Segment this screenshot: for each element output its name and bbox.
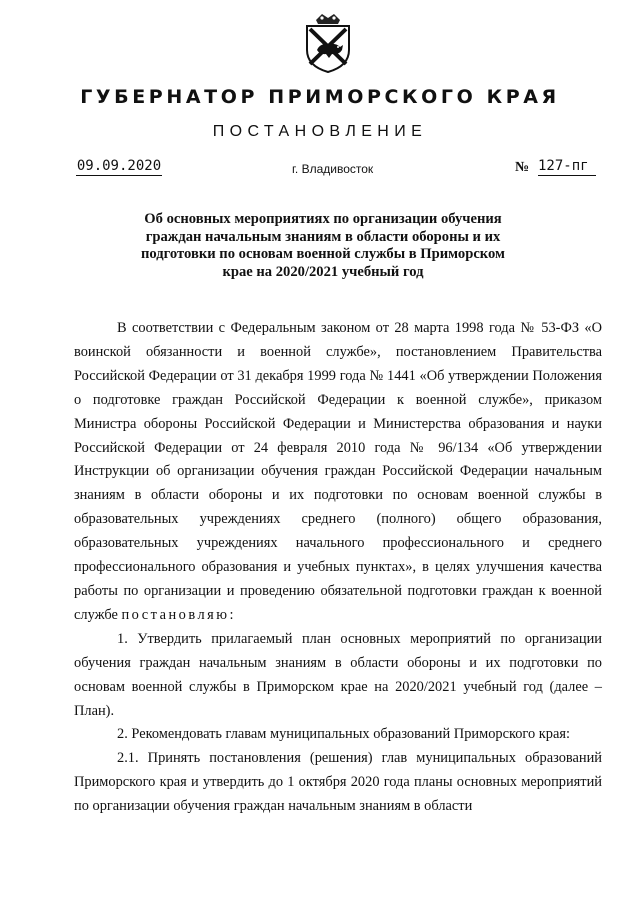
primorsky-krai-coat-of-arms-icon [302, 12, 354, 74]
preamble-text: В соответствии с Федеральным законом от 28 марта 1998 года № 53-ФЗ «О воинской обязанности и военной службе», постановлением Правительства Российской Федерации от 31 декабря 1999 года № 1441 «Об утверждении Положения о подготовке граждан Российской Федерации к военной службе», приказом Министра обороны Российской Федерации и Министерства образования и науки Российской Федерации от 24 февраля 2010 года № 96/134 «Об утверждении Инструкции об организации обучения граждан Российской Федерации начальным знаниям в области обороны и их подготовки по основам военной службы в образовательных учреждениях среднего (полного) общего образования, образовательных учреждениях начального профессионального и среднего профессионального образования и учебных пунктах», в целях улучшения качества работы по организации и проведению обязательной подготовки граждан к военной службе [74, 320, 602, 623]
subject-line: подготовки по основам военной службы в Приморском [141, 246, 505, 263]
subject-line: крае на 2020/2021 учебный год [222, 264, 424, 281]
document-subject [120, 211, 526, 282]
document-place: г. Владивосток [292, 162, 374, 176]
resolve-word: постановляю: [121, 606, 237, 623]
preamble-paragraph [74, 317, 602, 628]
number-sign: № [515, 160, 530, 175]
document-type: ПОСТАНОВЛЕНИЕ [212, 123, 428, 140]
subject-line: граждан начальным знаниям в области обороны и их [145, 228, 501, 245]
item-1-paragraph: 1. Утвердить прилагаемый план основных мероприятий по организации обучения граждан начальным знаниям в области обороны и их подготовки по основам военной службы в Приморском крае на 2020/2021 учебный год (далее – План). [74, 630, 602, 719]
authority-title: ГУБЕРНАТОР ПРИМОРСКОГО КРАЯ [80, 86, 560, 108]
subject-line: Об основных мероприятиях по организации обучения [144, 211, 502, 227]
document-date: 09.09.2020 [76, 158, 162, 174]
item-2-paragraph: 2. Рекомендовать главам муниципальных образований Приморского края: [117, 726, 570, 743]
item-2-1-paragraph: 2.1. Принять постановления (решения) глав муниципальных образований Приморского края и утвердить до 1 октября 2020 года планы основных мероприятий по организации обучения граждан начальным знаниям в области [74, 750, 602, 815]
document-body [74, 317, 602, 819]
document-number: 127-пг [538, 158, 596, 176]
